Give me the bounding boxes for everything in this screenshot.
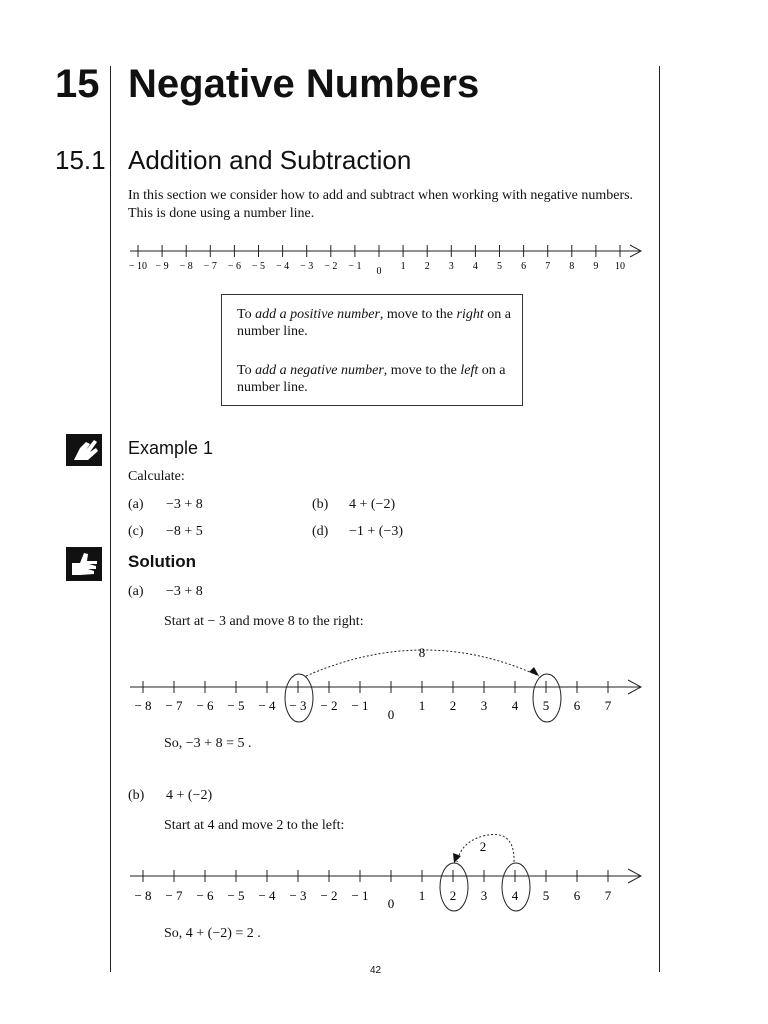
tick-label: − 9	[155, 261, 169, 272]
jump-label: 8	[418, 645, 426, 660]
chapter-number: 15	[55, 62, 100, 106]
tick-label: 7	[604, 888, 612, 903]
tick-label: 6	[521, 261, 527, 272]
tick-label: − 6	[196, 888, 214, 903]
tick-label: 4	[511, 888, 519, 903]
solution-a-label: (a)	[128, 584, 144, 599]
section-number: 15.1	[55, 145, 106, 175]
tick-label: − 8	[134, 888, 152, 903]
tick-label: 3	[480, 888, 488, 903]
tick-label: 5	[542, 888, 550, 903]
tick-label: 0	[387, 896, 395, 911]
example-item-a-label: (a)	[128, 497, 144, 512]
solution-b-instruction: Start at 4 and move 2 to the left:	[164, 818, 345, 833]
tick-label: − 8	[134, 698, 152, 713]
example-item-d-expr: −1 + (−3)	[349, 524, 404, 539]
tick-label: 7	[604, 698, 612, 713]
tick-label: 1	[418, 888, 426, 903]
tick-label: − 2	[324, 261, 338, 272]
example-item-c-label: (c)	[128, 524, 144, 539]
solution-b-result: So, 4 + (−2) = 2 .	[164, 926, 261, 941]
example-item-a-expr: −3 + 8	[166, 497, 203, 512]
example-item-d-label: (d)	[312, 524, 329, 539]
tick-label: − 7	[165, 888, 183, 903]
tick-label: − 4	[258, 698, 276, 713]
tick-label: 3	[480, 698, 488, 713]
tick-label: − 7	[203, 261, 217, 272]
right-margin-rule	[659, 66, 660, 972]
tick-label: 10	[615, 261, 625, 272]
number-line-a	[125, 640, 650, 730]
tick-label: 0	[376, 266, 382, 277]
solution-title: Solution	[128, 552, 196, 571]
tick-label: − 1	[348, 261, 362, 272]
solution-a-result: So, −3 + 8 = 5 .	[164, 736, 252, 751]
example-prompt: Calculate:	[128, 469, 185, 484]
example-title: Example 1	[128, 438, 214, 458]
tick-label: 3	[448, 261, 454, 272]
solution-a-instruction: Start at − 3 and move 8 to the right:	[164, 614, 364, 629]
rule-positive: To add a positive number, move to the right on a number line.	[237, 307, 511, 339]
tick-label: 5	[542, 698, 550, 713]
page-number: 42	[370, 965, 382, 976]
tick-label: − 2	[320, 698, 338, 713]
tick-label: 5	[497, 261, 502, 272]
tick-label: 0	[387, 707, 395, 722]
tick-label: 2	[449, 698, 457, 713]
tick-label: − 6	[227, 261, 241, 272]
example-item-b-expr: 4 + (−2)	[349, 497, 396, 512]
tick-label: 2	[424, 261, 430, 272]
tick-label: − 5	[251, 261, 266, 272]
tick-label: − 3	[289, 698, 307, 713]
jump-label: 2	[479, 839, 487, 854]
solution-a-expr: −3 + 8	[166, 584, 203, 599]
tick-label: − 1	[351, 698, 369, 713]
tick-label: − 3	[300, 261, 314, 272]
solution-b-expr: 4 + (−2)	[166, 788, 213, 803]
tick-label: − 2	[320, 888, 338, 903]
tick-label: 6	[573, 698, 581, 713]
tick-label: 2	[449, 888, 457, 903]
solution-b-label: (b)	[128, 788, 145, 803]
tick-label: − 3	[289, 888, 307, 903]
tick-label: 1	[400, 261, 406, 272]
tick-label: 6	[573, 888, 581, 903]
tick-label: 1	[418, 698, 426, 713]
tick-label: − 8	[179, 261, 193, 272]
rule-negative: To add a negative number, move to the left on a number line.	[237, 363, 506, 395]
tick-label: − 1	[351, 888, 369, 903]
rule-box	[221, 294, 523, 406]
example-item-b-label: (b)	[312, 497, 329, 512]
chapter-title: Negative Numbers	[128, 62, 480, 106]
example-item-c-expr: −8 + 5	[166, 524, 203, 539]
tick-label: − 6	[196, 698, 214, 713]
left-margin-rule	[110, 66, 111, 972]
tick-label: 4	[472, 261, 478, 272]
intro-paragraph: In this section we consider how to add and subtract when working with negative numbers. This is done using a number line.	[128, 188, 634, 221]
section-title: Addition and Subtraction	[128, 145, 412, 175]
tick-label: − 5	[227, 888, 245, 903]
tick-label: 8	[569, 261, 575, 272]
tick-label: 4	[511, 698, 519, 713]
tick-label: − 4	[276, 261, 290, 272]
tick-label: 7	[545, 261, 551, 272]
end-circle	[440, 863, 468, 911]
tick-label: − 5	[227, 698, 245, 713]
tick-label: − 7	[165, 698, 183, 713]
pointing-hand-icon	[66, 434, 102, 466]
tick-label: 9	[593, 261, 599, 272]
tick-label: − 4	[258, 888, 276, 903]
start-circle	[502, 863, 530, 911]
number-line-b	[125, 832, 650, 918]
thumbs-up-icon	[66, 547, 102, 581]
number-line-main	[125, 238, 650, 280]
tick-label: − 10	[128, 261, 148, 272]
